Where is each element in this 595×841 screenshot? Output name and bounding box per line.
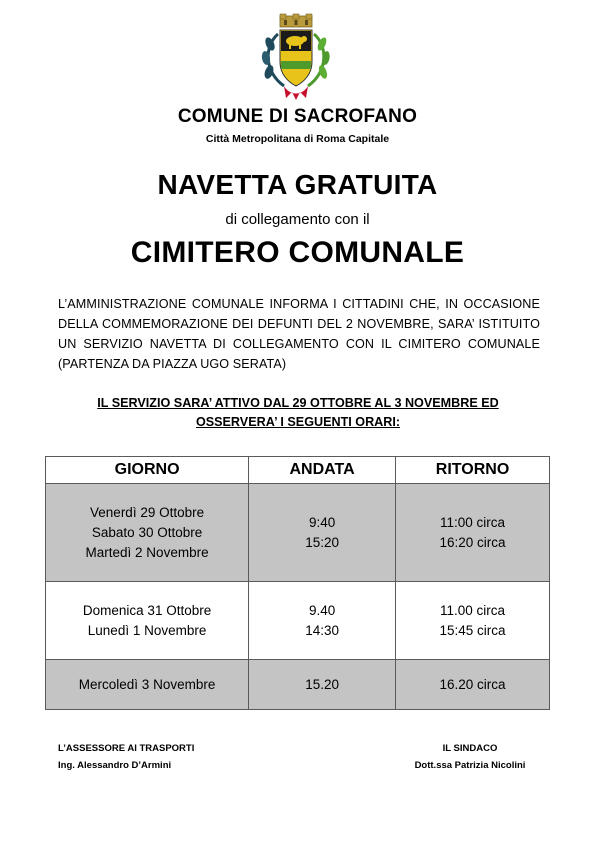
return-time: 16.20 circa <box>439 676 506 692</box>
header-ritorno: RITORNO <box>396 457 550 484</box>
schedule-table <box>45 456 550 710</box>
cell-ritorno <box>396 484 550 582</box>
metro-subtitle: Città Metropolitana di Roma Capitale <box>205 133 390 145</box>
return-time: 16:20 circa <box>439 534 506 550</box>
departure-time: 9:40 <box>308 514 336 530</box>
signature-role: IL SINDACO <box>442 743 498 754</box>
signature-name: Ing. Alessandro D’Armini <box>58 760 172 771</box>
title-navetta: NAVETTA GRATUITA <box>157 169 438 200</box>
day-label: Domenica 31 Ottobre <box>82 602 212 618</box>
cell-andata <box>249 484 396 582</box>
cell-andata <box>249 582 396 660</box>
header-andata: ANDATA <box>249 457 396 484</box>
cell-giorno <box>46 484 249 582</box>
cell-ritorno <box>396 582 550 660</box>
return-time: 15:45 circa <box>439 622 506 638</box>
title-cimitero: CIMITERO COMUNALE <box>130 236 465 269</box>
municipal-crest-icon <box>258 12 334 104</box>
cell-andata <box>249 660 396 710</box>
cell-giorno <box>46 582 249 660</box>
day-label: Lunedì 1 Novembre <box>87 622 207 638</box>
departure-time: 15:20 <box>305 534 339 550</box>
header-giorno: GIORNO <box>46 457 249 484</box>
signature-name: Dott.ssa Patrizia Nicolini <box>414 760 526 771</box>
table-row <box>46 660 550 710</box>
departure-time: 15.20 <box>305 676 339 692</box>
day-label: Martedì 2 Novembre <box>85 544 209 560</box>
signature-sindaco <box>395 740 545 774</box>
return-time: 11.00 circa <box>440 602 506 618</box>
return-time: 11:00 circa <box>440 514 506 530</box>
day-label: Sabato 30 Ottobre <box>91 524 203 540</box>
service-line-2: OSSERVERA’ I SEGUENTI ORARI: <box>195 415 401 429</box>
signature-assessore <box>58 740 194 774</box>
day-label: Venerdì 29 Ottobre <box>90 504 205 520</box>
notice-paragraph: L’AMMINISTRAZIONE COMUNALE INFORMA I CITTADINI CHE, IN OCCASIONE DELLA COMMEMORAZIONE DEI DEFUNTI DEL 2 NOVEMBRE, SARA’ ISTITUITO UN SERVIZIO NAVETTA DI COLLEGAMENTO CON IL CIMITERO COMUNALE (PARTENZA DA PIAZZA UGO SERATA) <box>58 297 540 371</box>
table-row <box>46 484 550 582</box>
title-collegamento: di collegamento con il <box>225 211 370 228</box>
departure-time: 14:30 <box>305 622 339 638</box>
cell-ritorno <box>396 660 550 710</box>
cell-giorno <box>46 660 249 710</box>
comune-name: COMUNE DI SACROFANO <box>177 106 418 127</box>
schedule-header-row <box>46 457 550 484</box>
day-label: Mercoledì 3 Novembre <box>78 676 216 692</box>
service-line-1: IL SERVIZIO SARA’ ATTIVO DAL 29 OTTOBRE AL 3 NOVEMBRE ED <box>97 396 499 410</box>
signature-role: L’ASSESSORE AI TRASPORTI <box>58 743 195 754</box>
departure-time: 9.40 <box>308 602 336 618</box>
service-notice <box>60 394 536 432</box>
table-row <box>46 582 550 660</box>
